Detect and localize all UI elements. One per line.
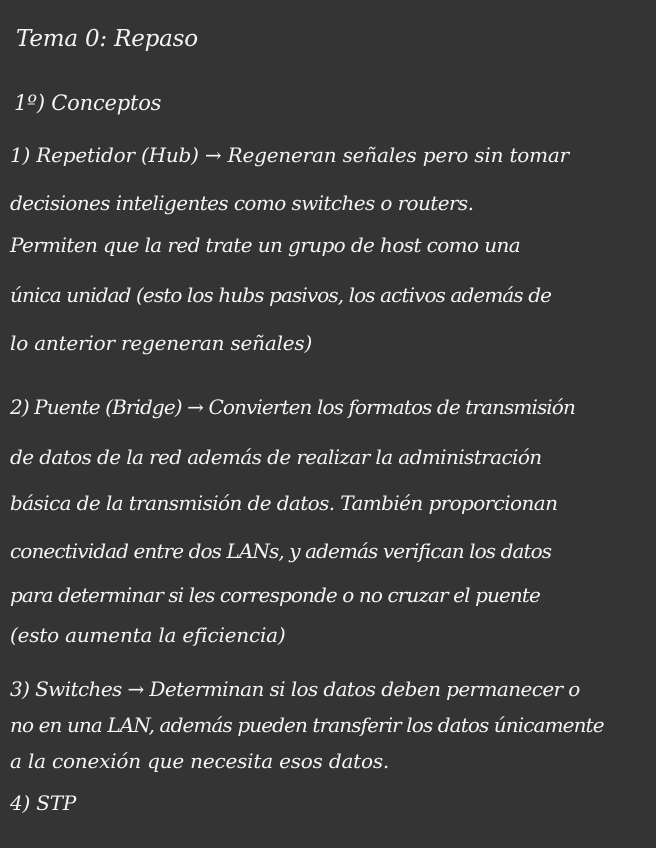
item-1-line-2: decisiones inteligentes como switches o routers. [10,191,474,215]
item-2-line-1: 2) Puente (Bridge) → Convierten los formatos de transmisión [10,395,575,419]
section-heading: 1º) Conceptos [14,91,162,115]
page-title: Tema 0: Repaso [16,26,198,52]
item-3-line-2: no en una LAN, además pueden transferir los datos únicamente [10,713,604,737]
item-2-line-3: básica de la transmisión de datos. También proporcionan [10,491,558,515]
item-2-line-6: (esto aumenta la eficiencia) [10,623,286,647]
item-4-line-1: 4) STP [10,791,77,815]
item-1-line-5: lo anterior regeneran señales) [10,331,313,355]
item-2-line-5: para determinar si les corresponde o no cruzar el puente [10,583,540,607]
item-1-line-4: única unidad (esto los hubs pasivos, los activos además de [10,283,552,307]
item-2-line-4: conectividad entre dos LANs, y además verifican los datos [10,539,552,563]
item-3-line-3: a la conexión que necesita esos datos. [10,749,390,773]
item-1-line-1: 1) Repetidor (Hub) → Regeneran señales pero sin tomar [10,143,569,167]
item-1-line-3: Permiten que la red trate un grupo de host como una [10,233,521,257]
item-2-line-2: de datos de la red además de realizar la administración [10,445,542,469]
item-3-line-1: 3) Switches → Determinan si los datos deben permanecer o [10,677,580,701]
